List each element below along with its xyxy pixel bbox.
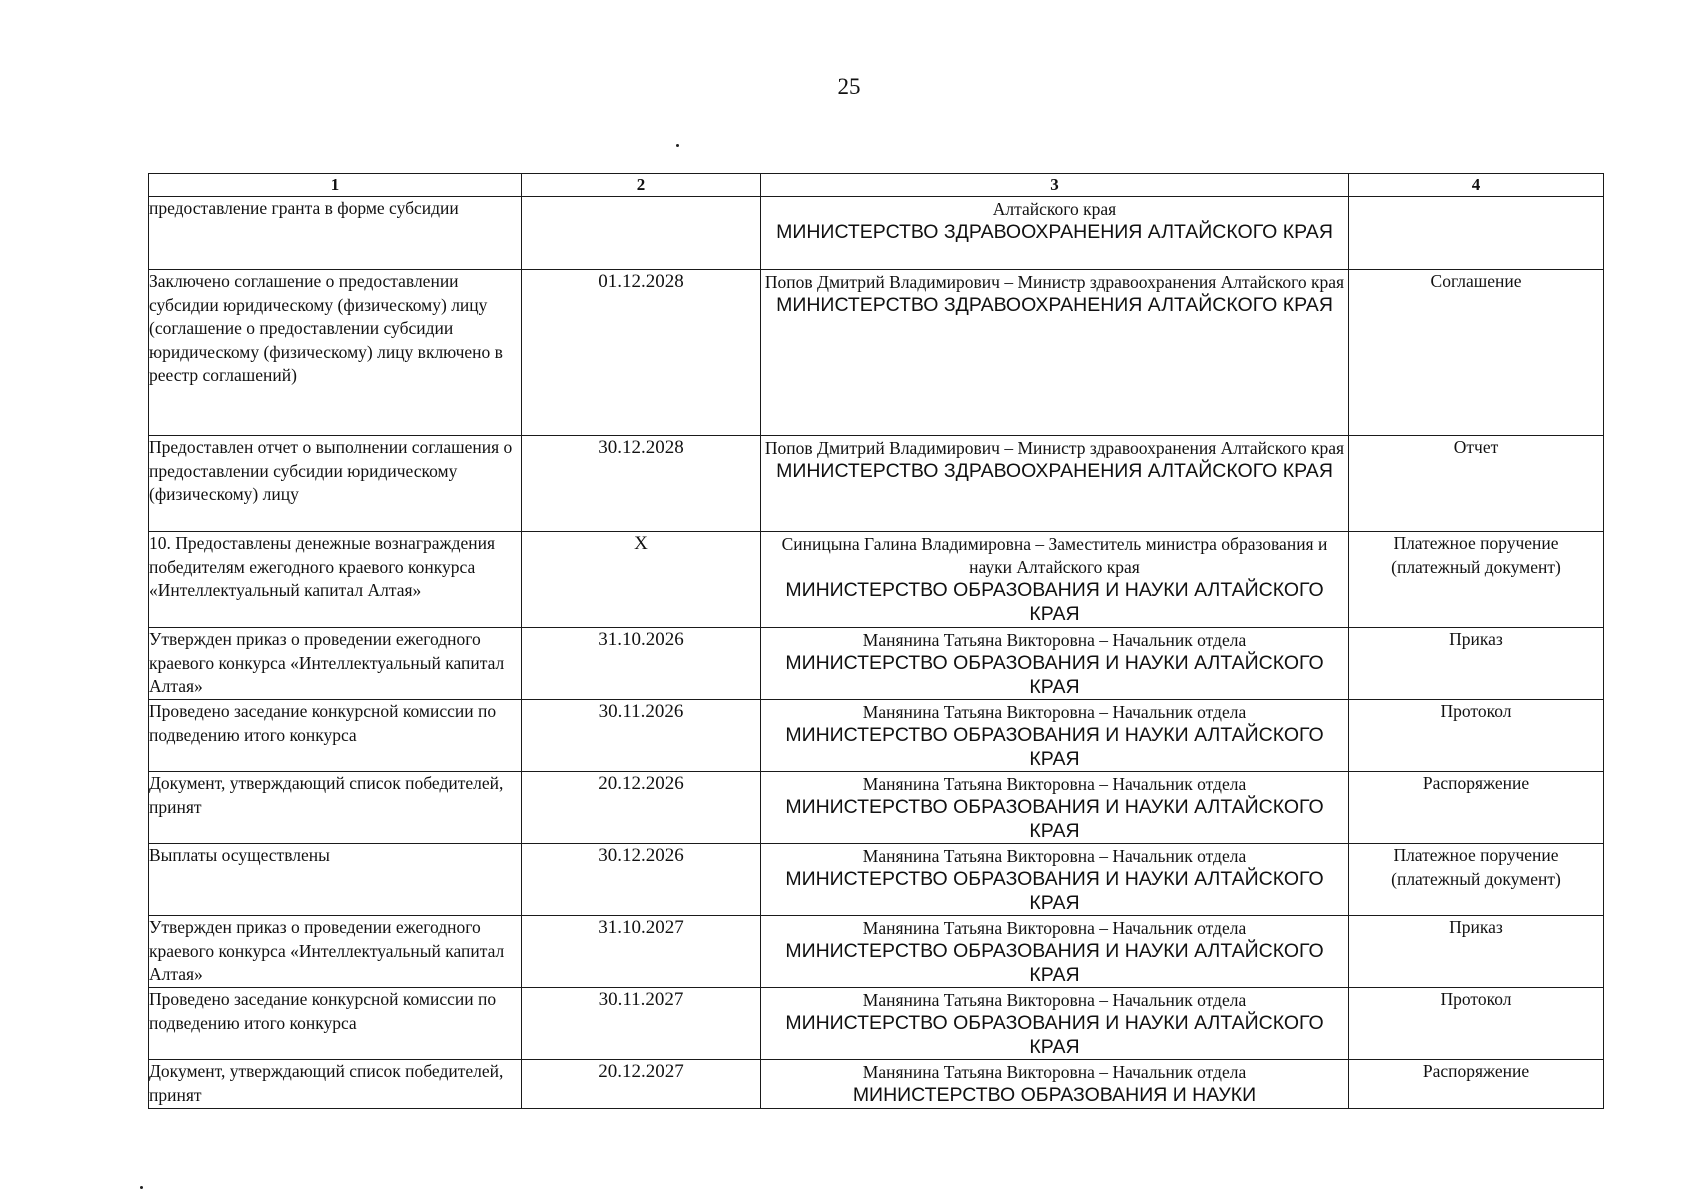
- date-cell: 01.12.2028: [522, 270, 761, 436]
- responsible-org: МИНИСТЕРСТВО ОБРАЗОВАНИЯ И НАУКИ: [852, 1084, 1257, 1106]
- document-cell: Приказ: [1349, 916, 1604, 988]
- event-cell: Утвержден приказ о проведении ежегодного краевого конкурса «Интеллектуальный капитал Алтая»: [149, 628, 522, 700]
- date-cell: 30.11.2027: [522, 988, 761, 1060]
- column-header-3: 3: [761, 174, 1349, 197]
- responsible-cell: [761, 197, 1349, 270]
- table-row: [149, 270, 1604, 436]
- table-row: [149, 700, 1604, 772]
- responsible-person: Попов Дмитрий Владимирович – Министр здравоохранения Алтайского края: [764, 272, 1345, 292]
- date-cell: 31.10.2027: [522, 916, 761, 988]
- date-cell: 30.12.2028: [522, 436, 761, 532]
- document-cell: Протокол: [1349, 988, 1604, 1060]
- event-cell: Документ, утверждающий список победителей, принят: [149, 1060, 522, 1109]
- responsible-cell: [761, 916, 1349, 988]
- responsible-org: МИНИСТЕРСТВО ОБРАЗОВАНИЯ И НАУКИ АЛТАЙСКОГО КРАЯ: [785, 796, 1324, 842]
- schedule-table: [148, 173, 1604, 1109]
- scan-speck: [676, 144, 679, 147]
- responsible-org: МИНИСТЕРСТВО ЗДРАВООХРАНЕНИЯ АЛТАЙСКОГО КРАЯ: [776, 221, 1333, 243]
- document-cell: [1349, 197, 1604, 270]
- responsible-person: Манянина Татьяна Викторовна – Начальник отдела: [862, 774, 1247, 794]
- scan-speck: [140, 1186, 143, 1189]
- date-cell: 30.11.2026: [522, 700, 761, 772]
- responsible-person: Алтайского края: [992, 199, 1117, 219]
- event-cell: предоставление гранта в форме субсидии: [149, 197, 522, 270]
- document-cell: Платежное поручение (платежный документ): [1349, 844, 1604, 916]
- table-row: [149, 628, 1604, 700]
- document-cell: Отчет: [1349, 436, 1604, 532]
- event-cell: Проведено заседание конкурсной комиссии по подведению итого конкурса: [149, 988, 522, 1060]
- date-cell: 30.12.2026: [522, 844, 761, 916]
- responsible-cell: [761, 436, 1349, 532]
- responsible-org: МИНИСТЕРСТВО ЗДРАВООХРАНЕНИЯ АЛТАЙСКОГО КРАЯ: [776, 460, 1333, 482]
- event-cell: 10. Предоставлены денежные вознаграждения победителям ежегодного краевого конкурса «Интеллектуальный капитал Алтая»: [149, 532, 522, 628]
- responsible-person: Синицына Галина Владимировна – Заместитель министра образования и науки Алтайского края: [781, 534, 1328, 577]
- responsible-org: МИНИСТЕРСТВО ОБРАЗОВАНИЯ И НАУКИ АЛТАЙСКОГО КРАЯ: [785, 1012, 1324, 1058]
- table-row: [149, 844, 1604, 916]
- responsible-org: МИНИСТЕРСТВО ОБРАЗОВАНИЯ И НАУКИ АЛТАЙСКОГО КРАЯ: [785, 724, 1324, 770]
- responsible-cell: [761, 1060, 1349, 1109]
- table-row: [149, 772, 1604, 844]
- document-cell: Платежное поручение (платежный документ): [1349, 532, 1604, 628]
- responsible-person: Манянина Татьяна Викторовна – Начальник отдела: [862, 846, 1247, 866]
- event-cell: Проведено заседание конкурсной комиссии по подведению итого конкурса: [149, 700, 522, 772]
- document-cell: Распоряжение: [1349, 1060, 1604, 1109]
- responsible-org: МИНИСТЕРСТВО ОБРАЗОВАНИЯ И НАУКИ АЛТАЙСКОГО КРАЯ: [785, 652, 1324, 698]
- date-cell: [522, 197, 761, 270]
- responsible-cell: [761, 772, 1349, 844]
- column-header-2: 2: [522, 174, 761, 197]
- page-number: 25: [837, 74, 861, 99]
- table-row: [149, 532, 1604, 628]
- responsible-org: МИНИСТЕРСТВО ОБРАЗОВАНИЯ И НАУКИ АЛТАЙСКОГО КРАЯ: [785, 579, 1324, 625]
- table-row: [149, 916, 1604, 988]
- date-cell: X: [522, 532, 761, 628]
- date-cell: 20.12.2026: [522, 772, 761, 844]
- event-cell: Заключено соглашение о предоставлении субсидии юридическому (физическому) лицу (соглашение о предоставлении субсидии юридическому (физическому) лицу включено в реестр соглашений): [149, 270, 522, 436]
- responsible-cell: [761, 988, 1349, 1060]
- responsible-org: МИНИСТЕРСТВО ЗДРАВООХРАНЕНИЯ АЛТАЙСКОГО КРАЯ: [776, 294, 1333, 316]
- responsible-person: Манянина Татьяна Викторовна – Начальник отдела: [862, 1062, 1247, 1082]
- document-cell: Распоряжение: [1349, 772, 1604, 844]
- responsible-cell: [761, 700, 1349, 772]
- header-row: [149, 174, 1604, 197]
- responsible-cell: [761, 532, 1349, 628]
- document-cell: Приказ: [1349, 628, 1604, 700]
- document-cell: Протокол: [1349, 700, 1604, 772]
- responsible-org: МИНИСТЕРСТВО ОБРАЗОВАНИЯ И НАУКИ АЛТАЙСКОГО КРАЯ: [785, 940, 1324, 986]
- table-row: [149, 197, 1604, 270]
- responsible-org: МИНИСТЕРСТВО ОБРАЗОВАНИЯ И НАУКИ АЛТАЙСКОГО КРАЯ: [785, 868, 1324, 914]
- table-row: [149, 436, 1604, 532]
- column-header-4: 4: [1349, 174, 1604, 197]
- responsible-cell: [761, 270, 1349, 436]
- event-cell: Утвержден приказ о проведении ежегодного краевого конкурса «Интеллектуальный капитал Алтая»: [149, 916, 522, 988]
- date-cell: 31.10.2026: [522, 628, 761, 700]
- responsible-cell: [761, 628, 1349, 700]
- document-cell: Соглашение: [1349, 270, 1604, 436]
- event-cell: Выплаты осуществлены: [149, 844, 522, 916]
- event-cell: Документ, утверждающий список победителей, принят: [149, 772, 522, 844]
- responsible-person: Манянина Татьяна Викторовна – Начальник отдела: [862, 918, 1247, 938]
- table-row: [149, 1060, 1604, 1109]
- table-row: [149, 988, 1604, 1060]
- event-cell: Предоставлен отчет о выполнении соглашения о предоставлении субсидии юридическому (физическому) лицу: [149, 436, 522, 532]
- responsible-cell: [761, 844, 1349, 916]
- responsible-person: Манянина Татьяна Викторовна – Начальник отдела: [862, 990, 1247, 1010]
- responsible-person: Манянина Татьяна Викторовна – Начальник отдела: [862, 702, 1247, 722]
- date-cell: 20.12.2027: [522, 1060, 761, 1109]
- responsible-person: Манянина Татьяна Викторовна – Начальник отдела: [862, 630, 1247, 650]
- responsible-person: Попов Дмитрий Владимирович – Министр здравоохранения Алтайского края: [764, 438, 1345, 458]
- column-header-1: 1: [149, 174, 522, 197]
